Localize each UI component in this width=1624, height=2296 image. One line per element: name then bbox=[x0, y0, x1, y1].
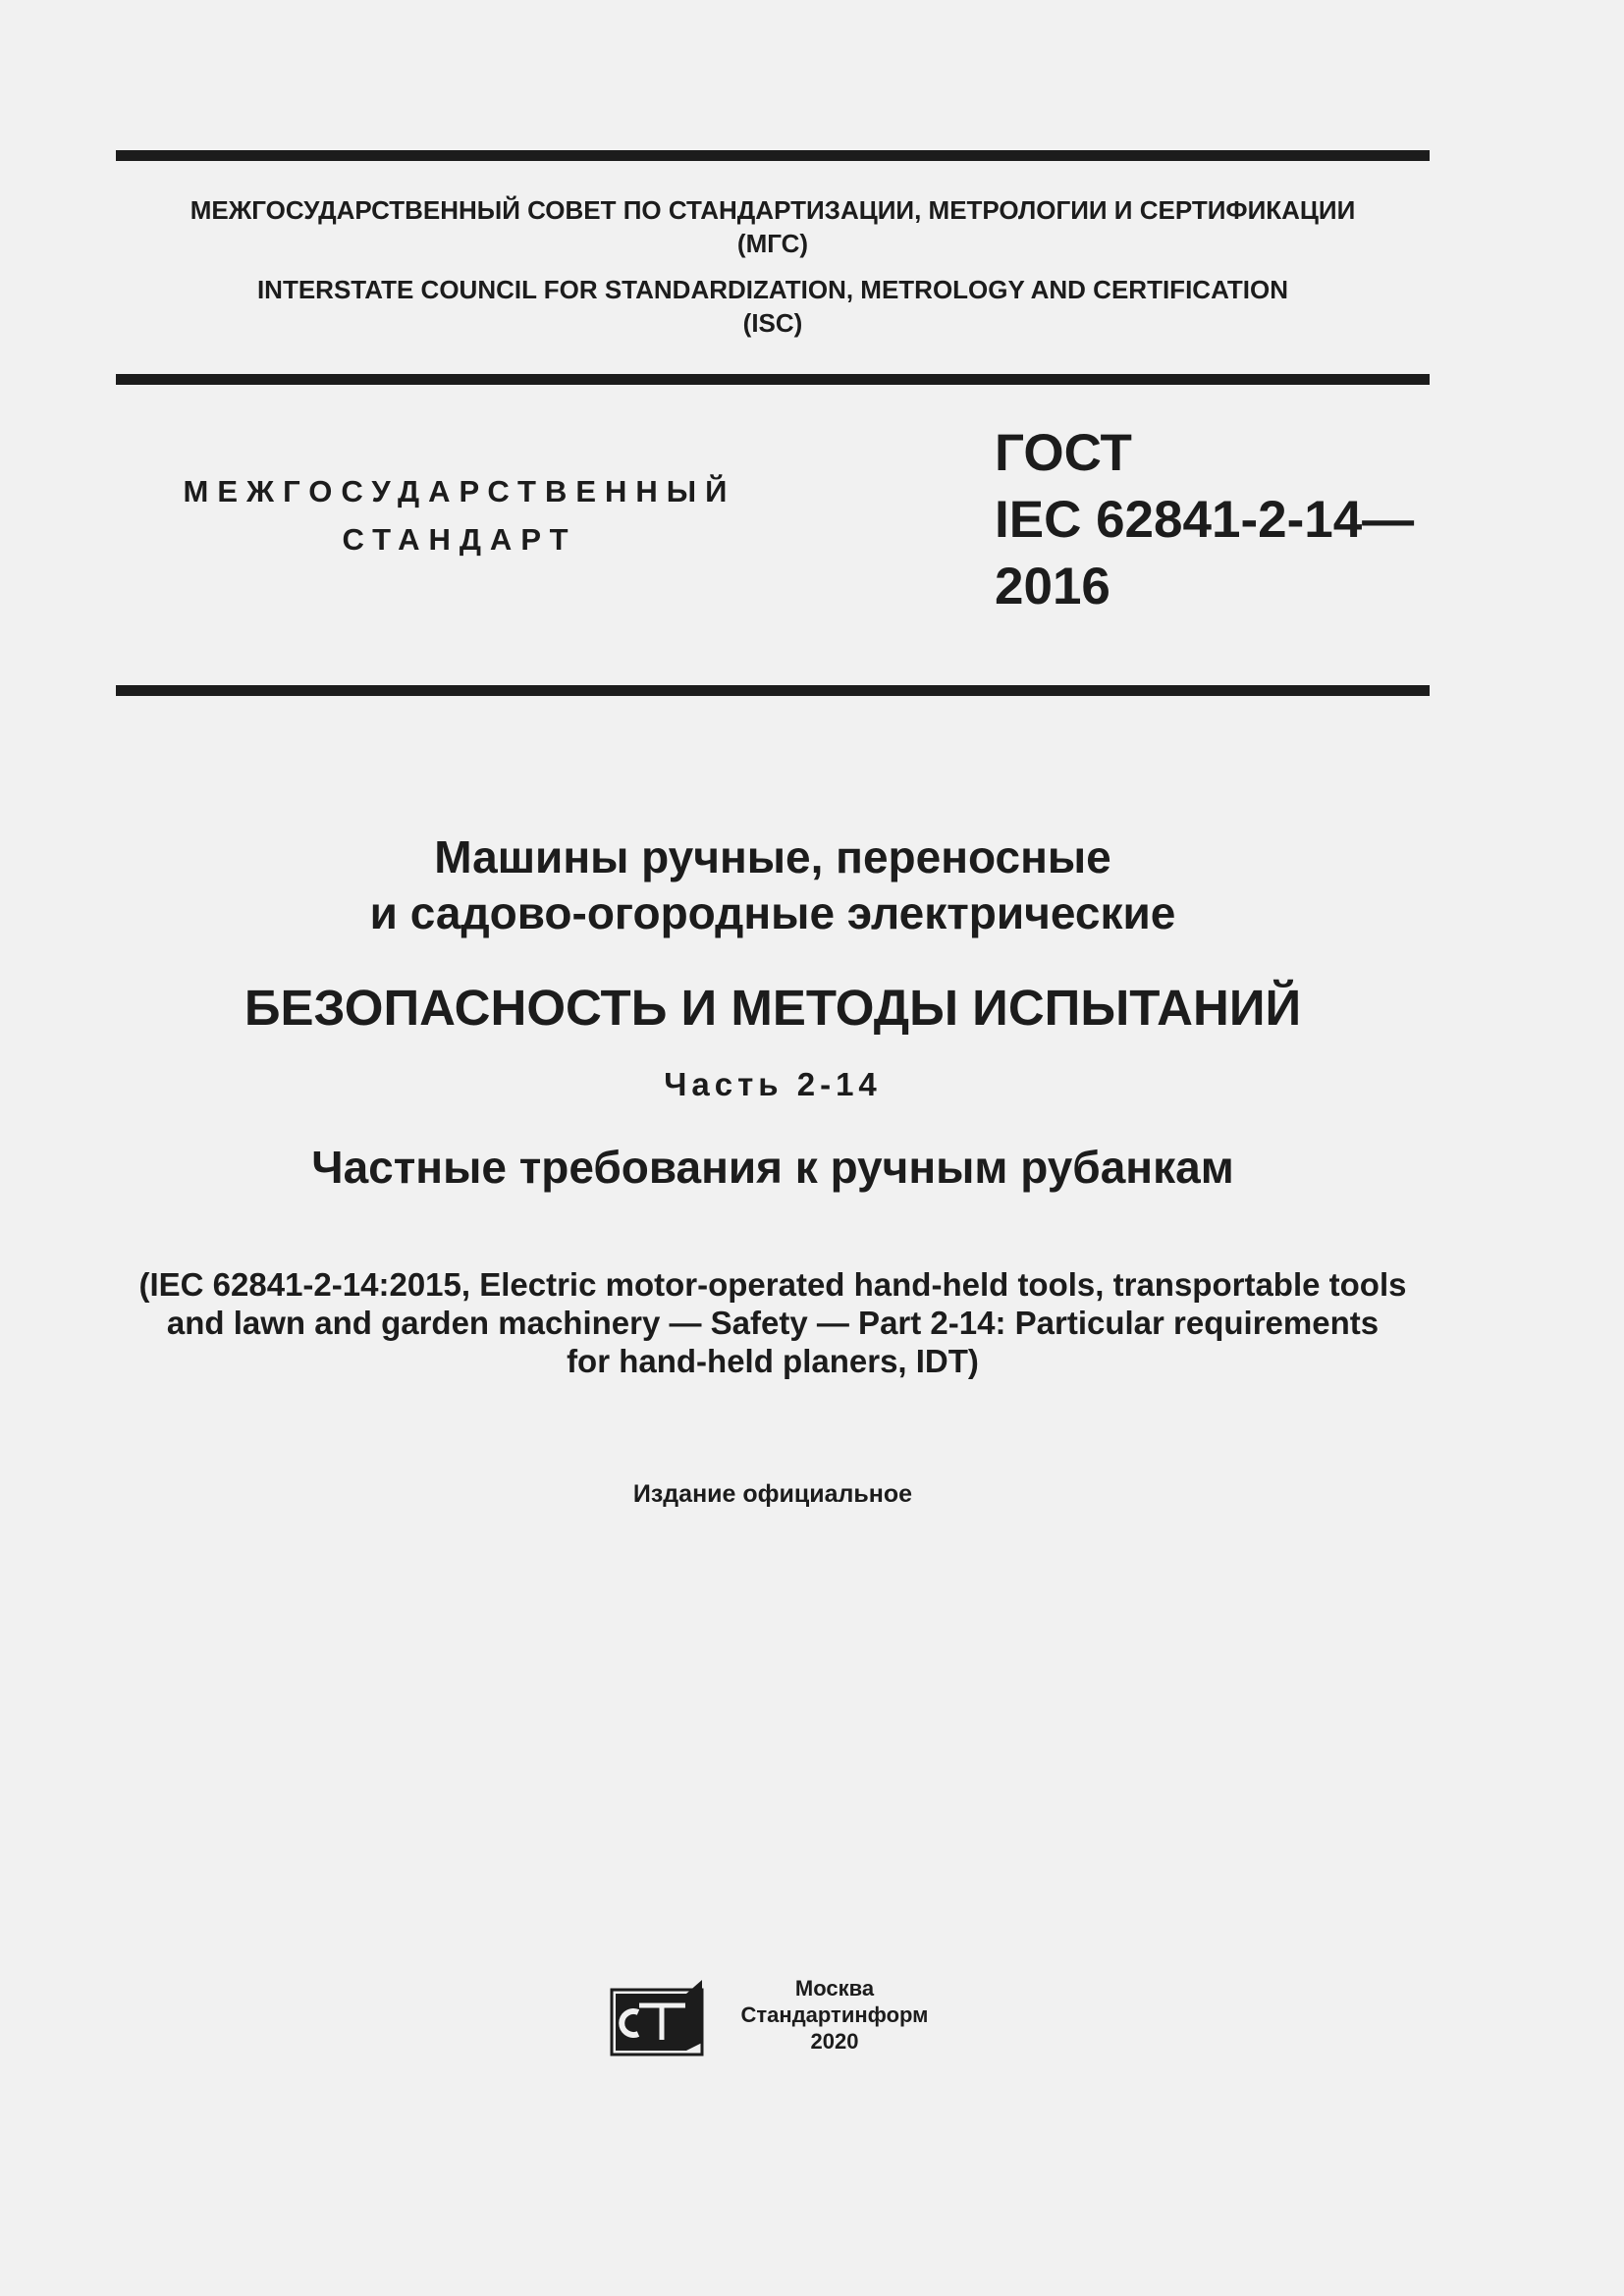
publisher-year: 2020 bbox=[810, 2029, 859, 2054]
designation-line2: IEC 62841-2-14— bbox=[995, 491, 1415, 549]
council-ru-line2: (МГС) bbox=[736, 229, 809, 258]
council-en-line1: INTERSTATE COUNCIL FOR STANDARDIZATION, METROLOGY AND CERTIFICATION bbox=[256, 275, 1289, 304]
standard-type-line2: СТАНДАРТ bbox=[342, 522, 577, 557]
top-rule bbox=[116, 150, 1430, 161]
publisher-name: Стандартинформ bbox=[740, 2002, 929, 2027]
publisher-block bbox=[727, 1975, 943, 2055]
designation-line3: 2016 bbox=[995, 558, 1110, 615]
designation-line1: ГОСТ bbox=[995, 424, 1132, 482]
title-main: БЕЗОПАСНОСТЬ И МЕТОДЫ ИСПЫТАНИЙ bbox=[244, 980, 1302, 1036]
edition-label: Издание официальное bbox=[632, 1480, 913, 1508]
standard-designation bbox=[995, 420, 1414, 620]
standartinform-logo-icon bbox=[609, 1978, 705, 2056]
title-line1: Машины ручные, переносные bbox=[434, 831, 1111, 882]
title-subtitle: Частные требования к ручным рубанкам bbox=[311, 1142, 1234, 1193]
designation-rule bbox=[116, 685, 1430, 696]
standard-type-line1: МЕЖГОСУДАРСТВЕННЫЙ bbox=[183, 474, 736, 508]
header-rule bbox=[116, 374, 1430, 385]
publisher-city: Москва bbox=[794, 1976, 875, 2001]
reference-line2: and lawn and garden machinery — Safety — Part 2-14: Particular requirements bbox=[166, 1305, 1380, 1341]
council-ru-line1: МЕЖГОСУДАРСТВЕННЫЙ СОВЕТ ПО СТАНДАРТИЗАЦИИ, МЕТРОЛОГИИ И СЕРТИФИКАЦИИ bbox=[189, 195, 1356, 225]
reference-line3: for hand-held planers, IDT) bbox=[567, 1343, 979, 1379]
title-part: Часть 2-14 bbox=[664, 1066, 882, 1102]
reference-line1: (IEC 62841-2-14:2015, Electric motor-operated hand-held tools, transportable tools bbox=[138, 1266, 1407, 1303]
title-line2: и садово-огородные электрические bbox=[369, 887, 1176, 938]
council-en-line2: (ISC) bbox=[742, 308, 803, 338]
